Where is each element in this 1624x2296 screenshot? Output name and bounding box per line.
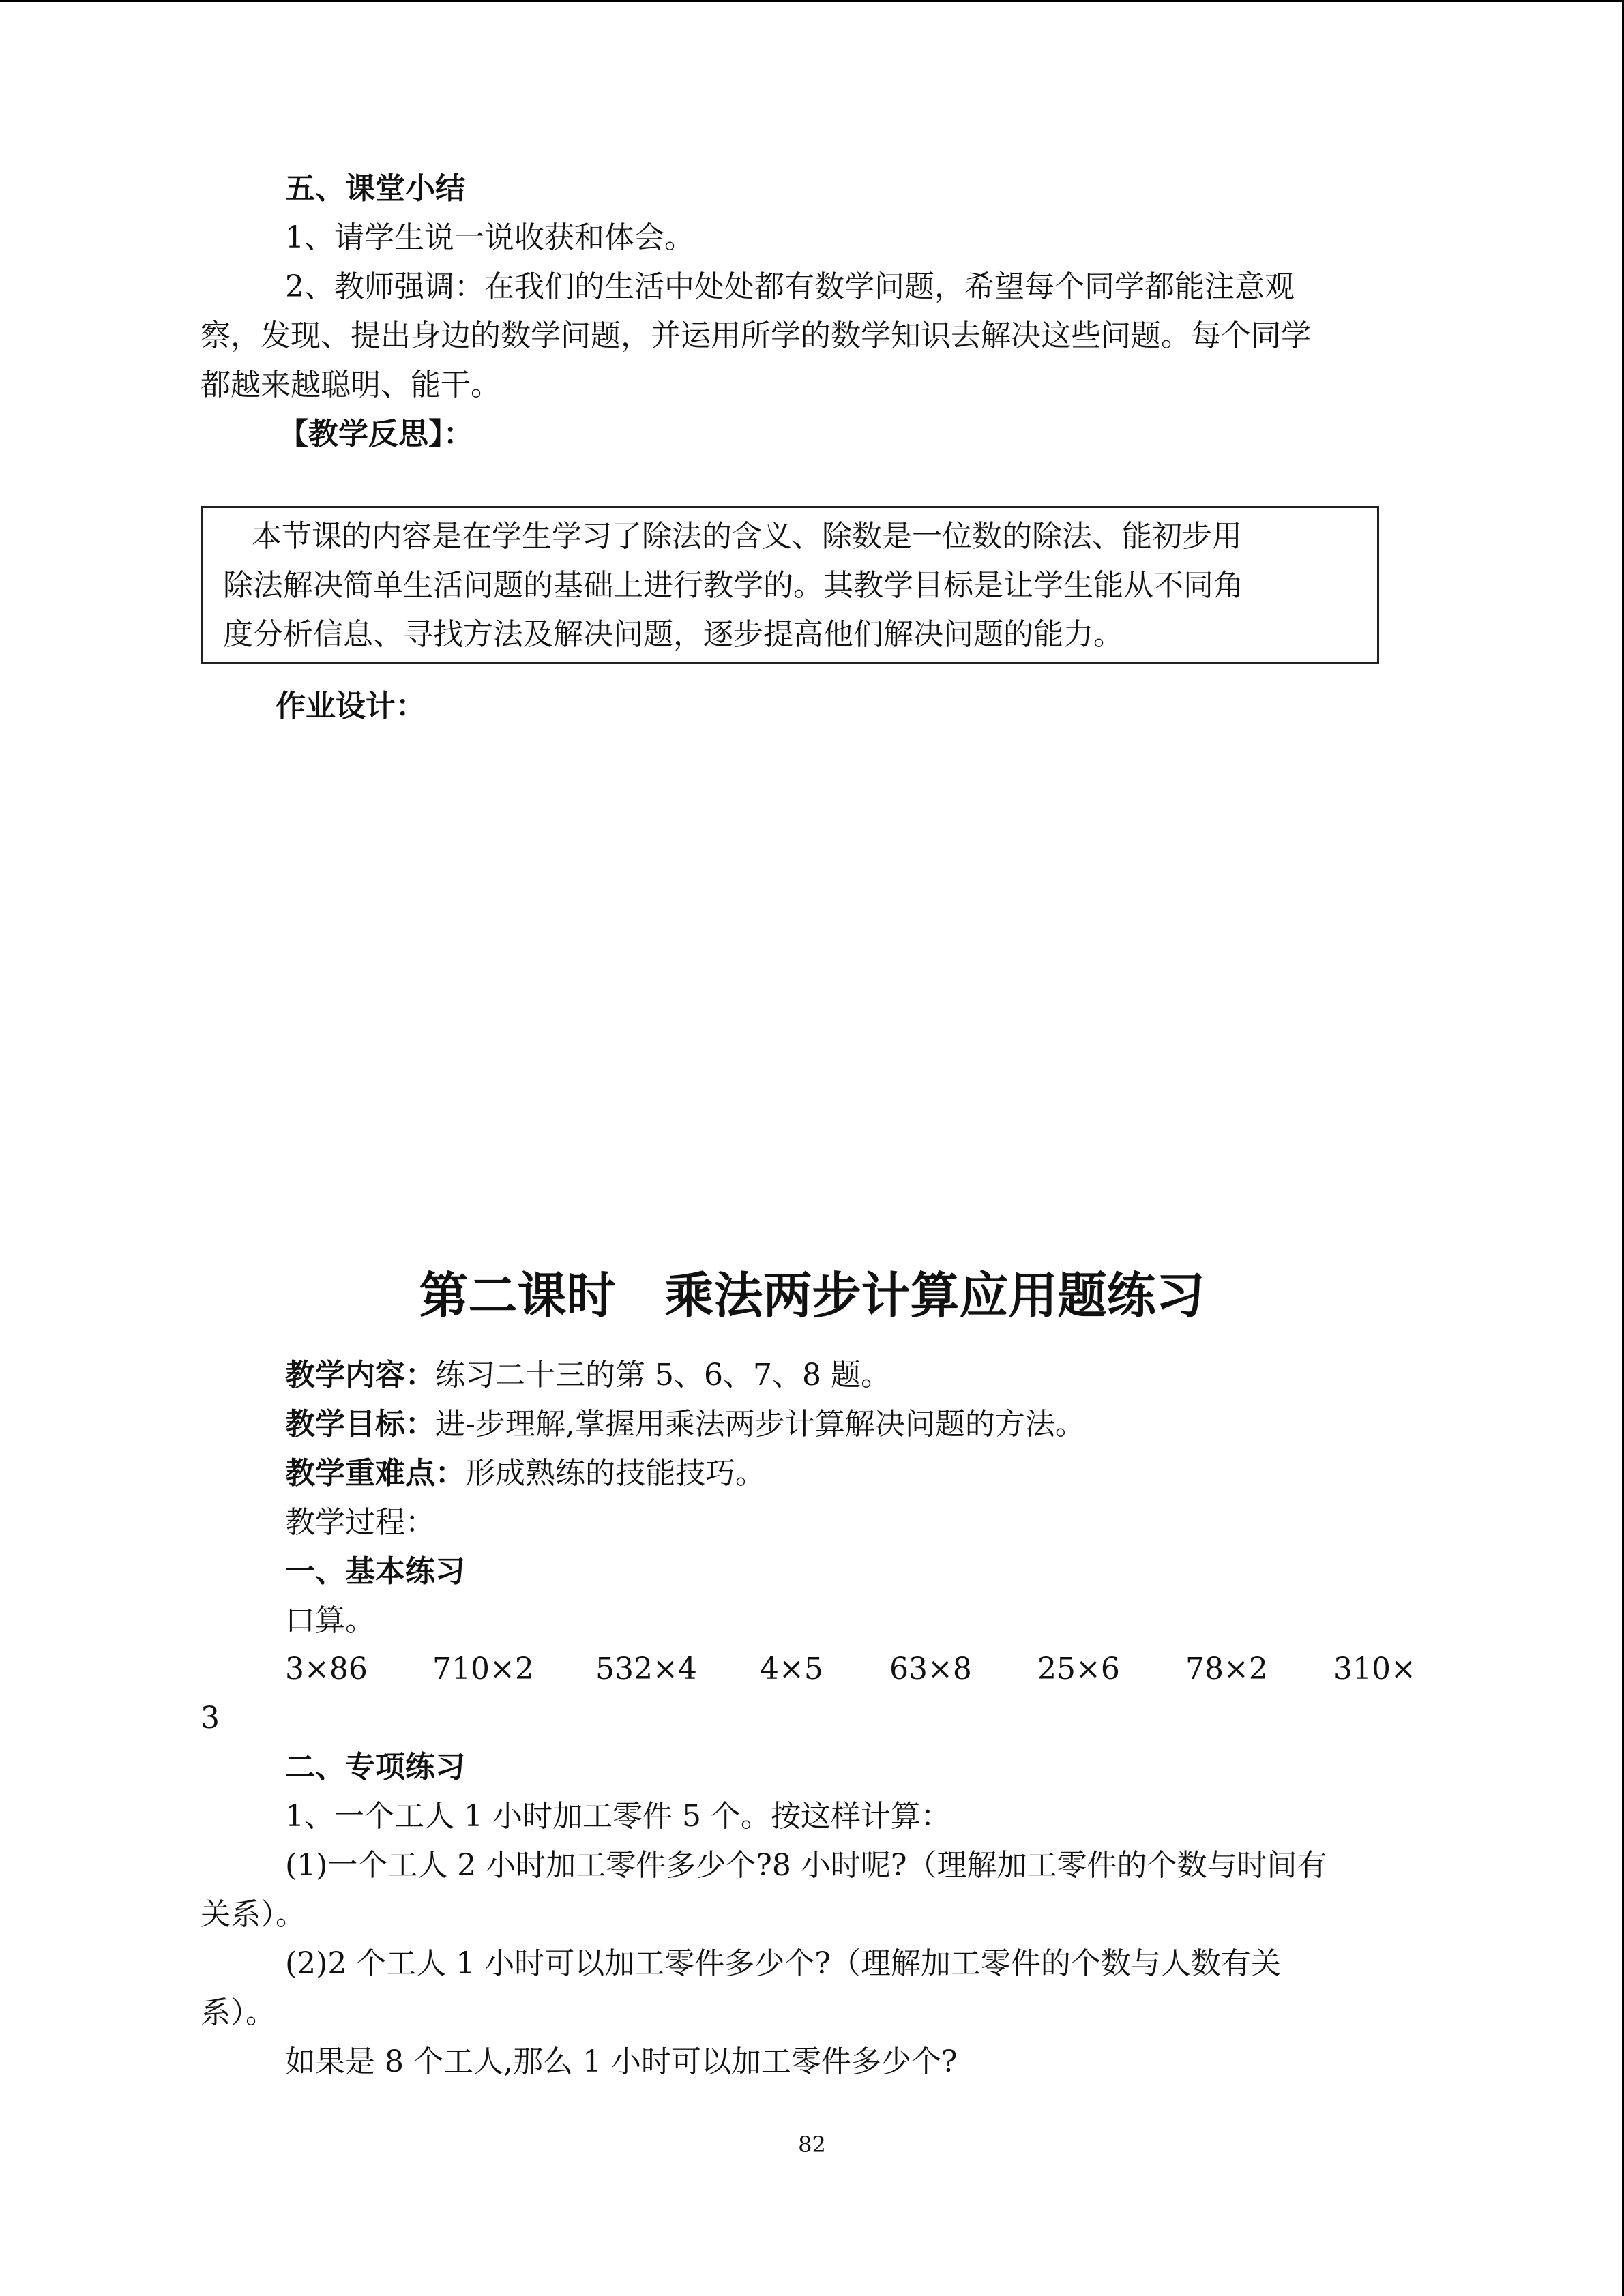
calc-item: 532×4 <box>595 1652 697 1686</box>
section-basic-practice: 一、基本练习 <box>285 1554 465 1589</box>
calc-item: 4×5 <box>760 1652 823 1686</box>
teaching-key-value: 形成熟练的技能技巧。 <box>465 1456 765 1491</box>
teaching-process: 教学过程： <box>285 1505 435 1540</box>
teaching-content <box>285 1355 891 1396</box>
teaching-content-label: 教学内容： <box>285 1358 435 1392</box>
top-border <box>0 0 1624 2</box>
calc-item: 78×2 <box>1185 1652 1268 1686</box>
summary-item-2-line-1: 2、教师强调：在我们的生活中处处都有数学问题，希望每个同学都能注意观 <box>285 269 1295 304</box>
practice-problem-1a-line-1: (1)一个工人 2 小时加工零件多少个?8 小时呢?（理解加工零件的个数与时间有 <box>285 1848 1327 1883</box>
calc-item: 63×8 <box>889 1652 972 1686</box>
teaching-goal <box>285 1404 1085 1445</box>
reflection-heading: 【教学反思】： <box>278 417 473 451</box>
summary-heading: 五、课堂小结 <box>285 171 465 206</box>
practice-problem-1b-line-2: 系）。 <box>201 1995 276 2030</box>
calc-item: 710×2 <box>432 1652 534 1686</box>
reflection-line-2: 除法解决简单生活问题的基础上进行教学的。其教学目标是让学生能从不同角 <box>223 568 1243 603</box>
oral-calc-label: 口算。 <box>285 1603 375 1638</box>
teaching-key-points <box>285 1453 765 1494</box>
reflection-line-1: 本节课的内容是在学生学习了除法的含义、除数是一位数的除法、能初步用 <box>252 519 1242 554</box>
calc-item: 3×86 <box>285 1652 368 1686</box>
reflection-box <box>201 506 1379 664</box>
calc-wrap: 3 <box>201 1701 220 1735</box>
summary-item-2-line-2: 察，发现、提出身边的数学问题，并运用所学的数学知识去解决这些问题。每个同学 <box>201 318 1311 353</box>
teaching-goal-label: 教学目标： <box>285 1407 435 1442</box>
lesson-title: 第二课时 乘法两步计算应用题练习 <box>419 1267 1205 1324</box>
calc-item: 310× <box>1333 1652 1416 1686</box>
teaching-content-value: 练习二十三的第 5、6、7、8 题。 <box>435 1358 891 1392</box>
reflection-line-3: 度分析信息、寻找方法及解决问题，逐步提高他们解决问题的能力。 <box>223 617 1123 652</box>
section-special-practice: 二、专项练习 <box>285 1750 465 1785</box>
calc-item: 25×6 <box>1037 1652 1120 1686</box>
summary-item-2-line-3: 都越来越聪明、能干。 <box>201 368 501 402</box>
teaching-key-label: 教学重难点： <box>285 1456 465 1491</box>
practice-problem-1a-line-2: 关系）。 <box>201 1897 306 1932</box>
practice-problem-1b-line-1: (2)2 个工人 1 小时可以加工零件多少个?（理解加工零件的个数与人数有关 <box>285 1946 1281 1981</box>
page-number: 82 <box>798 2132 826 2158</box>
teaching-goal-value: 进-步理解,掌握用乘法两步计算解决问题的方法。 <box>435 1407 1085 1442</box>
summary-item-1: 1、请学生说一说收获和体会。 <box>285 220 694 255</box>
practice-problem-followup: 如果是 8 个工人,那么 1 小时可以加工零件多少个? <box>285 2044 958 2079</box>
practice-problem-1: 1、一个工人 1 小时加工零件 5 个。按这样计算： <box>285 1799 951 1834</box>
homework-heading: 作业设计： <box>276 689 426 724</box>
